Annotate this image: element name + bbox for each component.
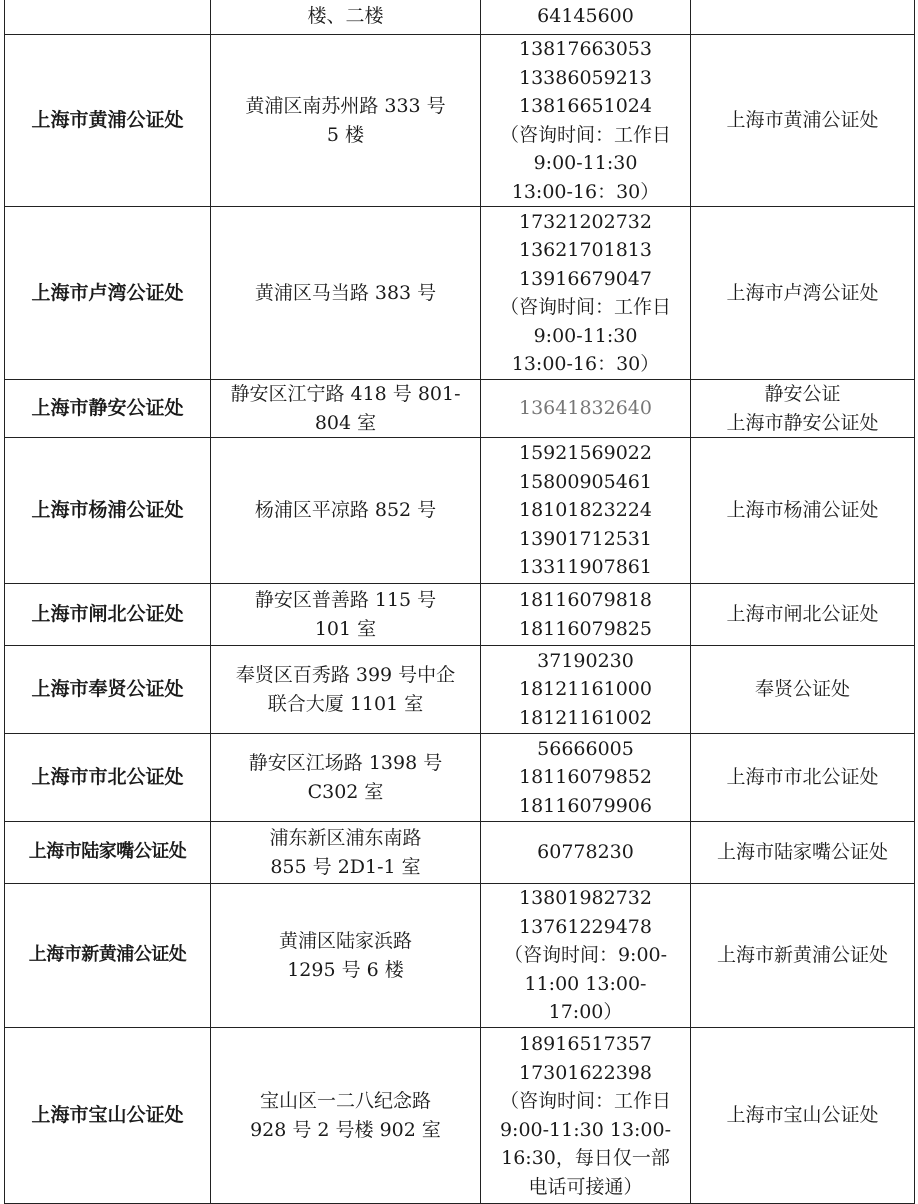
office-address-line: 1295 号 6 楼 <box>287 958 404 981</box>
office-address-line: 928 号 2 号楼 902 室 <box>250 1118 441 1141</box>
office-phones-line: 18121161002 <box>519 706 652 729</box>
office-wechat-line: 上海市市北公证处 <box>726 766 879 789</box>
office-phones-line: 60778230 <box>537 841 634 864</box>
office-name: 上海市黄浦公证处 <box>5 35 211 207</box>
office-phones-line: 13:00-16：30） <box>511 180 660 203</box>
table-row <box>5 0 915 35</box>
table-row <box>5 438 915 584</box>
office-address-line: 黄浦区南苏州路 333 号 <box>245 95 446 117</box>
office-wechat <box>691 734 915 822</box>
office-phones-line: 17301622398 <box>519 1061 652 1084</box>
office-phones <box>481 646 691 734</box>
office-wechat-line: 上海市静安公证处 <box>726 411 879 434</box>
office-phones-line: 56666005 <box>537 737 634 760</box>
office-wechat <box>691 0 915 35</box>
office-name: 上海市静安公证处 <box>5 380 211 438</box>
office-phones-line: 11:00 13:00- <box>524 972 647 995</box>
office-wechat-line: 上海市闸北公证处 <box>726 603 879 626</box>
office-name: 上海市陆家嘴公证处 <box>5 822 211 884</box>
table-row <box>5 207 915 380</box>
office-address-line: 联合大厦 1101 室 <box>267 692 424 715</box>
office-address <box>211 0 481 35</box>
office-name: 上海市市北公证处 <box>5 734 211 822</box>
office-wechat <box>691 884 915 1028</box>
office-wechat <box>691 207 915 380</box>
office-name: 上海市闸北公证处 <box>5 584 211 646</box>
office-name: 上海市新黄浦公证处 <box>5 884 211 1028</box>
office-phones <box>481 1028 691 1204</box>
office-address <box>211 35 481 207</box>
office-phones-line: 15921569022 <box>519 442 652 465</box>
office-phones <box>481 584 691 646</box>
office-wechat <box>691 438 915 584</box>
office-phones-line: 13641832640 <box>519 397 652 420</box>
office-name: 上海市卢湾公证处 <box>5 207 211 380</box>
office-address-line: 黄浦区陆家浜路 <box>278 930 412 952</box>
office-phones-line: 18101823224 <box>519 499 652 522</box>
office-address <box>211 884 481 1028</box>
office-phones <box>481 438 691 584</box>
office-address-line: 804 室 <box>314 411 377 434</box>
office-phones-line: 9:00-11:30 <box>533 324 638 347</box>
office-wechat-line: 静安公证 <box>764 383 841 405</box>
table-row <box>5 35 915 207</box>
office-phones-line: 13621701813 <box>519 239 652 261</box>
office-phones-line: 37190230 <box>537 649 634 672</box>
office-phones-line: 15800905461 <box>519 470 652 493</box>
office-address <box>211 584 481 646</box>
office-phones-line: 18916517357 <box>519 1033 652 1055</box>
office-name: 上海市奉贤公证处 <box>5 646 211 734</box>
office-phones <box>481 734 691 822</box>
office-wechat <box>691 822 915 884</box>
office-phones-line: （咨询时间：工作日 <box>499 123 671 146</box>
office-wechat <box>691 646 915 734</box>
table-row <box>5 734 915 822</box>
office-phones-line: 18116079818 <box>519 589 652 611</box>
office-phones-line: 18116079825 <box>519 617 652 640</box>
notary-offices-table <box>4 0 915 1204</box>
office-address-line: 855 号 2D1-1 室 <box>270 855 421 878</box>
office-wechat-line: 奉贤公证处 <box>754 678 850 701</box>
office-phones-line: 13761229478 <box>519 915 652 938</box>
office-phones <box>481 35 691 207</box>
office-phones-line: 13386059213 <box>519 66 652 89</box>
office-phones <box>481 380 691 438</box>
office-wechat-line: 上海市新黄浦公证处 <box>716 944 888 967</box>
office-phones-line: 17321202732 <box>519 210 652 233</box>
office-address-line: 楼、二楼 <box>307 5 384 28</box>
office-address <box>211 646 481 734</box>
office-wechat <box>691 380 915 438</box>
office-address <box>211 207 481 380</box>
office-address <box>211 1028 481 1204</box>
office-wechat-line: 上海市陆家嘴公证处 <box>716 841 888 864</box>
office-address <box>211 380 481 438</box>
office-address-line: 5 楼 <box>326 123 365 146</box>
office-phones-line: 13311907861 <box>519 556 652 579</box>
table-row <box>5 380 915 438</box>
office-phones <box>481 207 691 380</box>
table-row <box>5 646 915 734</box>
office-phones <box>481 884 691 1028</box>
office-address-line: 杨浦区平凉路 852 号 <box>254 499 437 522</box>
office-address-line: 黄浦区马当路 383 号 <box>254 281 437 304</box>
office-phones-line: 16:30，每日仅一部 <box>501 1147 670 1169</box>
office-address <box>211 822 481 884</box>
office-address-line: 静安区普善路 115 号 <box>254 589 437 611</box>
office-phones-line: 13817663053 <box>519 38 652 60</box>
office-wechat-line: 上海市杨浦公证处 <box>726 499 879 522</box>
office-phones-line: 9:00-11:30 <box>533 152 638 174</box>
office-address <box>211 734 481 822</box>
office-phones-line: （咨询时间：工作日 <box>499 296 671 318</box>
table-row <box>5 1028 915 1204</box>
office-phones-line: 电话可接通） <box>528 1175 643 1198</box>
office-phones-line: 13:00-16：30） <box>511 353 660 375</box>
office-name: 上海市杨浦公证处 <box>5 438 211 584</box>
office-address-line: 奉贤区百秀路 399 号中企 <box>235 664 456 686</box>
office-phones-line: 18121161000 <box>519 678 652 701</box>
office-address-line: 101 室 <box>314 617 377 640</box>
office-address-line: 静安区江宁路 418 号 801- <box>230 383 461 405</box>
office-address-line: 浦东新区浦东南路 <box>269 827 422 849</box>
office-phones <box>481 0 691 35</box>
office-phones-line: （咨询时间：9:00- <box>503 944 668 967</box>
office-phones-line: 17:00） <box>548 1001 623 1024</box>
office-wechat-line: 上海市卢湾公证处 <box>726 281 879 304</box>
office-phones-line: 13901712531 <box>519 527 652 550</box>
office-phones-line: 13916679047 <box>519 267 652 290</box>
office-wechat <box>691 35 915 207</box>
table-row <box>5 822 915 884</box>
office-phones-line: 18116079852 <box>519 766 652 789</box>
office-address <box>211 438 481 584</box>
office-address-line: 宝山区一二八纪念路 <box>259 1090 431 1112</box>
office-name <box>5 0 211 35</box>
office-phones-line: 13816651024 <box>519 95 652 117</box>
office-phones <box>481 822 691 884</box>
table-row <box>5 584 915 646</box>
office-wechat-line: 上海市宝山公证处 <box>726 1104 879 1127</box>
office-wechat-line: 上海市黄浦公证处 <box>726 109 879 132</box>
office-wechat <box>691 584 915 646</box>
office-phones-line: 18116079906 <box>519 794 652 817</box>
office-phones-line: （咨询时间：工作日 <box>499 1090 671 1112</box>
office-name: 上海市宝山公证处 <box>5 1028 211 1204</box>
office-phones-line: 13801982732 <box>519 887 652 910</box>
office-address-line: 静安区江场路 1398 号 <box>248 752 443 774</box>
office-phones-line: 9:00-11:30 13:00- <box>499 1118 672 1141</box>
office-phones-line: 64145600 <box>537 5 634 28</box>
office-wechat <box>691 1028 915 1204</box>
table-row <box>5 884 915 1028</box>
office-address-line: C302 室 <box>307 780 384 803</box>
